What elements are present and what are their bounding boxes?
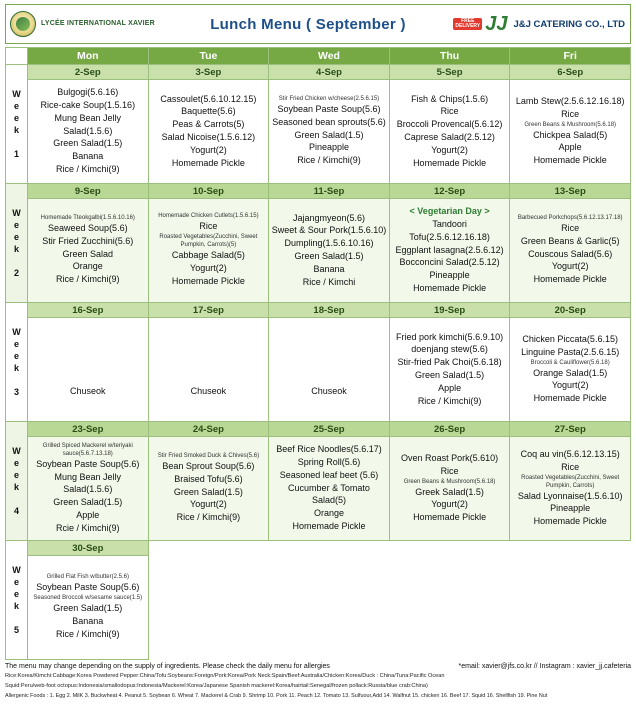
menu-item: Bulgogi(5.6.16) [57, 87, 119, 98]
menu-day-cell [28, 199, 149, 303]
menu-item: Stir-fried Pak Choi(5.6.18) [397, 357, 502, 368]
menu-day-cell [28, 556, 149, 660]
menu-item: Homemade Pickle [533, 516, 607, 527]
menu-item: Seasoned Broccoli w/sesame sauce(1.5) [33, 595, 143, 602]
caterer-initials: JJ [485, 13, 508, 35]
week-date-row [6, 184, 631, 199]
menu-day-cell [148, 199, 269, 303]
menu-item: Homemade Pickle [292, 520, 366, 531]
week-menu-row [6, 437, 631, 541]
menu-item: Grilled Flat Fish w/butter(2.5.6) [46, 574, 129, 581]
menu-day-cell [269, 556, 390, 660]
menu-item: Mung Bean Jelly Salad(1.5.6) [54, 471, 122, 495]
week-date-row [6, 422, 631, 437]
menu-item: Oven Roast Pork(5.610) [401, 453, 499, 464]
column-header-wed: Wed [269, 48, 390, 65]
menu-item: Braised Tofu(5.6) [174, 473, 243, 484]
date-cell: 10-Sep [148, 184, 269, 199]
menu-day-cell [269, 80, 390, 184]
caterer-name: J&J CATERING CO., LTD [513, 18, 625, 30]
menu-item: Seaweed Soup(5.6) [48, 223, 128, 234]
menu-item: Rice / Kimchi [302, 276, 356, 287]
page-footer [5, 663, 631, 699]
corner-cell [6, 48, 28, 65]
week-number-cell: W e e k 4 [6, 422, 28, 541]
date-cell: 4-Sep [269, 65, 390, 80]
menu-item: Homemade Pickle [171, 275, 245, 286]
school-name: LYCÉE INTERNATIONAL XAVIER [41, 20, 155, 28]
menu-item: Yogurt(2) [190, 263, 227, 274]
school-crest-icon [10, 11, 36, 37]
menu-item: Pineapple [550, 503, 591, 514]
week-menu-row [6, 318, 631, 422]
menu-item: Homemade Pickle [413, 512, 487, 523]
menu-item: Green Salad(1.5) [294, 129, 364, 140]
menu-item: Rice [561, 108, 580, 119]
menu-day-cell [510, 437, 631, 541]
page-title: Lunch Menu ( September ) [210, 15, 406, 33]
week-number-cell: W e e k 1 [6, 65, 28, 184]
menu-item: Stir Fried Zucchini(5.6) [42, 235, 134, 246]
menu-item: Green Salad(1.5) [294, 251, 364, 261]
menu-day-cell [148, 318, 269, 422]
menu-day-cell [510, 80, 631, 184]
menu-item: Green Beans & Garlic(5) [520, 235, 620, 246]
menu-item: Rice [561, 223, 580, 234]
menu-item: Banana [313, 263, 345, 274]
menu-item: Homemade Tteokgalbi(1.5.6.10.16) [40, 215, 135, 222]
menu-item: Banana [72, 151, 104, 162]
menu-item: Chuseok [70, 385, 106, 396]
menu-item: Pineapple [429, 270, 470, 281]
menu-item: doenjang stew(5.6) [411, 344, 488, 355]
menu-item: Cucumber & Tomato Salad(5) [288, 482, 370, 506]
date-cell: 13-Sep [510, 184, 631, 199]
menu-item: Broccoli & Cauliflower(5.6.18) [530, 359, 610, 366]
date-cell [510, 541, 631, 556]
menu-day-cell [269, 437, 390, 541]
date-cell: 16-Sep [28, 303, 149, 318]
menu-item: Chickpea Salad(5) [533, 129, 608, 140]
menu-item: Yogurt(2) [551, 380, 589, 391]
menu-item: Caprese Salad(2.5.12) [404, 132, 495, 142]
menu-item: Rice [561, 461, 580, 472]
menu-item: Apple [558, 142, 582, 153]
week-date-row [6, 65, 631, 80]
menu-item: Stir Fried Smoked Duck & Chives(5.6) [157, 453, 260, 460]
column-header-tue: Tue [148, 48, 269, 65]
menu-item: Linguine Pasta(2.5.6.15) [521, 346, 620, 357]
menu-item: Chicken Piccata(5.6.15) [522, 334, 618, 345]
menu-item: Rice / Kimchi(9) [56, 628, 120, 639]
menu-body [6, 65, 631, 660]
date-cell: 25-Sep [269, 422, 390, 437]
caterer-logo-icon [453, 14, 507, 34]
week-menu-row [6, 556, 631, 660]
menu-item: Spring Roll(5.6) [297, 457, 361, 468]
menu-item: Dumpling(1.5.6.10.16) [284, 238, 374, 249]
menu-day-cell [510, 318, 631, 422]
menu-item: Salad Lyonnaise(1.5.6.10) [517, 490, 623, 501]
menu-day-cell [148, 437, 269, 541]
menu-item: Roasted Vegetables(Zucchini, Sweet Pumpkin, Carrots)(5) [159, 234, 258, 249]
menu-item: Homemade Pickle [413, 282, 487, 293]
menu-day-cell [28, 318, 149, 422]
menu-item: Peas & Carrots(5) [172, 119, 245, 130]
week-number-cell: W e e k 5 [6, 541, 28, 660]
menu-item: Rice [440, 106, 459, 117]
menu-item: Rice / Kimchi(9) [56, 163, 120, 174]
menu-item: Apple [438, 382, 462, 393]
menu-item: Lamb Stew(2.5.6.12.16.18) [515, 96, 625, 107]
menu-item: Green Salad(1.5) [53, 603, 123, 614]
column-header-mon: Mon [28, 48, 149, 65]
date-cell: 9-Sep [28, 184, 149, 199]
menu-item: Green Salad(1.5) [173, 486, 243, 497]
week-menu-row [6, 80, 631, 184]
week-date-row [6, 541, 631, 556]
menu-item: Barbecued Porkchops(5.6.12.13.17.18) [517, 215, 623, 222]
date-cell: 6-Sep [510, 65, 631, 80]
menu-item: Tandoori Tofu(2.5.6.12.16.18) [409, 219, 490, 242]
date-cell: 19-Sep [389, 303, 510, 318]
menu-item: Fried pork kimchi(5.6.9.10) [396, 331, 504, 342]
menu-item: Yogurt(2) [431, 144, 468, 155]
menu-day-cell [148, 80, 269, 184]
menu-item: Green Salad [62, 248, 114, 259]
menu-day-cell [148, 556, 269, 660]
menu-item: Grilled Spiced Mackerel w/teriyaki sauce(5.6.7.13.18) [42, 442, 133, 457]
menu-item: Cassoulet(5.6.10.12.15) [160, 93, 257, 104]
menu-item: Soybean Paste Soup(5.6) [36, 582, 140, 593]
free-delivery-badge: FREE DELIVERY [455, 17, 481, 29]
menu-item: Salad Nicoise(1.5.6.12) [161, 132, 256, 142]
week-date-row [6, 303, 631, 318]
menu-item: Bean Sprout Soup(5.6) [162, 461, 255, 472]
menu-item: Chuseok [190, 385, 227, 396]
date-cell: 17-Sep [148, 303, 269, 318]
menu-item: Pineapple [308, 142, 349, 153]
menu-item: Rice [440, 465, 459, 476]
menu-item: Cabbage Salad(5) [171, 250, 245, 261]
menu-item: Homemade Pickle [171, 157, 245, 168]
week-menu-row [6, 199, 631, 303]
date-cell: 2-Sep [28, 65, 149, 80]
menu-item: Orange [72, 261, 103, 272]
menu-item: Bocconcini Salad(2.5.12) [399, 257, 500, 268]
table-header-row [6, 48, 631, 65]
menu-item: Green Salad(1.5) [53, 497, 123, 508]
menu-item: Beef Rice Noodles(5.6.17) [276, 444, 382, 455]
menu-item: Rcie / Kimchi(9) [56, 522, 120, 533]
menu-item: Greek Salad(1.5) [415, 486, 484, 497]
date-cell: 11-Sep [269, 184, 390, 199]
menu-item: < Vegetarian Day > [409, 206, 490, 217]
menu-item: Couscous Salad(5.6) [528, 248, 613, 259]
menu-item: Baquette(5.6) [181, 106, 236, 117]
menu-item: Homemade Pickle [533, 274, 607, 285]
menu-item: Apple [76, 509, 100, 520]
menu-day-cell [510, 199, 631, 303]
menu-day-cell [389, 437, 510, 541]
menu-item: Jajangmyeon(5.6) [292, 212, 365, 223]
date-cell: 5-Sep [389, 65, 510, 80]
menu-item: Coq au vin(5.6.12.13.15) [520, 448, 620, 459]
menu-item: Homemade Pickle [533, 393, 607, 404]
week-number-cell: W e e k 3 [6, 303, 28, 422]
menu-item: Yogurt(2) [190, 144, 227, 155]
week-number-cell: W e e k 2 [6, 184, 28, 303]
column-header-fri: Fri [510, 48, 631, 65]
menu-item: Fish & Chips(1.5.6) [411, 93, 489, 104]
menu-item: Rice-cake Soup(1.5.16) [40, 100, 136, 111]
date-cell: 20-Sep [510, 303, 631, 318]
column-header-thu: Thu [389, 48, 510, 65]
menu-item: Roasted Vegetables(Zucchini, Sweet Pumpkin, Carrots) [521, 474, 620, 489]
menu-day-cell [269, 199, 390, 303]
menu-item: Banana [72, 616, 104, 627]
menu-table [5, 47, 631, 660]
menu-item: Soybean Paste Soup(5.6) [277, 104, 381, 115]
date-cell [389, 541, 510, 556]
footer-origins-2: Squid:Peru/web-foot octopus:Indonesia/smallodopus:Indonesia/Mackerel:Korea/Japanese Spanish mackerel:Korea/hairtail:Senegal/frozen pollack:Russia/blue crab:China) [5, 683, 428, 690]
menu-item: Green Beans & Mushroom(5.6.18) [403, 478, 496, 485]
menu-day-cell [510, 556, 631, 660]
menu-day-cell [389, 556, 510, 660]
footer-contact: *email: xavier@jfs.co.kr // Instagram : xavier_jj.cafeteria [458, 663, 631, 670]
footer-allergens: Allergenic Foods : 1. Egg 2. MilK 3. Buckwheat 4. Peanut 5. Soybean 6. Wheat 7. Mackerel & Crab 9. Shrimp 10. Pork 11. Peach 12. Tomato 13. Sulfuour,Add 14. Walfnut 15. chicken 16. Beef 17. Squid 16. Shellfish 19. Pine Nut [5, 692, 548, 699]
menu-item: Orange Salad(1.5) [533, 367, 608, 378]
menu-item: Mung Bean Jelly Salad(1.5.6) [54, 112, 122, 136]
menu-item: Green Salad(1.5) [53, 138, 123, 149]
menu-item: Broccoli Provencal(5.6.12) [396, 119, 503, 130]
menu-day-cell [389, 199, 510, 303]
menu-item: Rice / Kimchi(9) [297, 155, 361, 166]
menu-item: Rice [199, 221, 218, 232]
menu-item: Yogurt(2) [190, 499, 227, 510]
menu-day-cell [269, 318, 390, 422]
school-brand [6, 11, 176, 37]
date-cell: 23-Sep [28, 422, 149, 437]
menu-item: Homemade Pickle [413, 157, 487, 168]
date-cell: 26-Sep [389, 422, 510, 437]
menu-item: Homemade Chicken Cutlets(1.5.6.15) [158, 213, 259, 220]
menu-item: Eggplant lasagna(2.5.6.12) [395, 244, 504, 255]
menu-day-cell [389, 318, 510, 422]
menu-item: Seasoned leaf beet (5.6) [279, 469, 379, 480]
menu-item: Green Salad(1.5) [415, 370, 485, 380]
menu-day-cell [28, 437, 149, 541]
date-cell: 27-Sep [510, 422, 631, 437]
menu-day-cell [389, 80, 510, 184]
menu-item: Green Beans & Mushroom(5.6.18) [524, 121, 617, 128]
menu-item: Soybean Paste Soup(5.6) [36, 458, 140, 469]
menu-day-cell [28, 80, 149, 184]
menu-item: Seasoned bean sprouts(5.6) [272, 116, 386, 127]
menu-item: Orange [313, 508, 344, 519]
date-cell: 12-Sep [389, 184, 510, 199]
menu-item: Stir Fried Chicken w/cheese(2.5.6.15) [278, 96, 380, 103]
footer-note: The menu may change depending on the supply of ingredients. Please check the daily menu for allergies [5, 663, 330, 670]
date-cell: 18-Sep [269, 303, 390, 318]
date-cell [269, 541, 390, 556]
menu-item: Yogurt(2) [431, 499, 468, 510]
caterer-brand [440, 14, 630, 34]
menu-item: Rice / Kimchi(9) [56, 274, 120, 285]
date-cell: 3-Sep [148, 65, 269, 80]
menu-item: Rice / Kimchi(9) [417, 395, 482, 406]
date-cell: 30-Sep [28, 541, 149, 556]
menu-item: Rice / Kimchi(9) [176, 512, 241, 523]
menu-item: Yogurt(2) [551, 261, 589, 272]
menu-item: Homemade Pickle [533, 155, 607, 166]
menu-item: Sweet & Sour Pork(1.5.6.10) [271, 225, 387, 236]
date-cell [148, 541, 269, 556]
date-cell: 24-Sep [148, 422, 269, 437]
menu-item: Chuseok [311, 385, 347, 396]
footer-origins-1: Rice:Korea/Kimchi:Cabbage:Korea Powdered Pepper:China/Tofu:Soybeans:Foreign/Pork:Korea/Pork Neck:Spain/Beef:Australia/Chicken:Korea/Duck : China/Tuna:Pacific Ocean [5, 673, 445, 679]
page-header [5, 4, 631, 44]
